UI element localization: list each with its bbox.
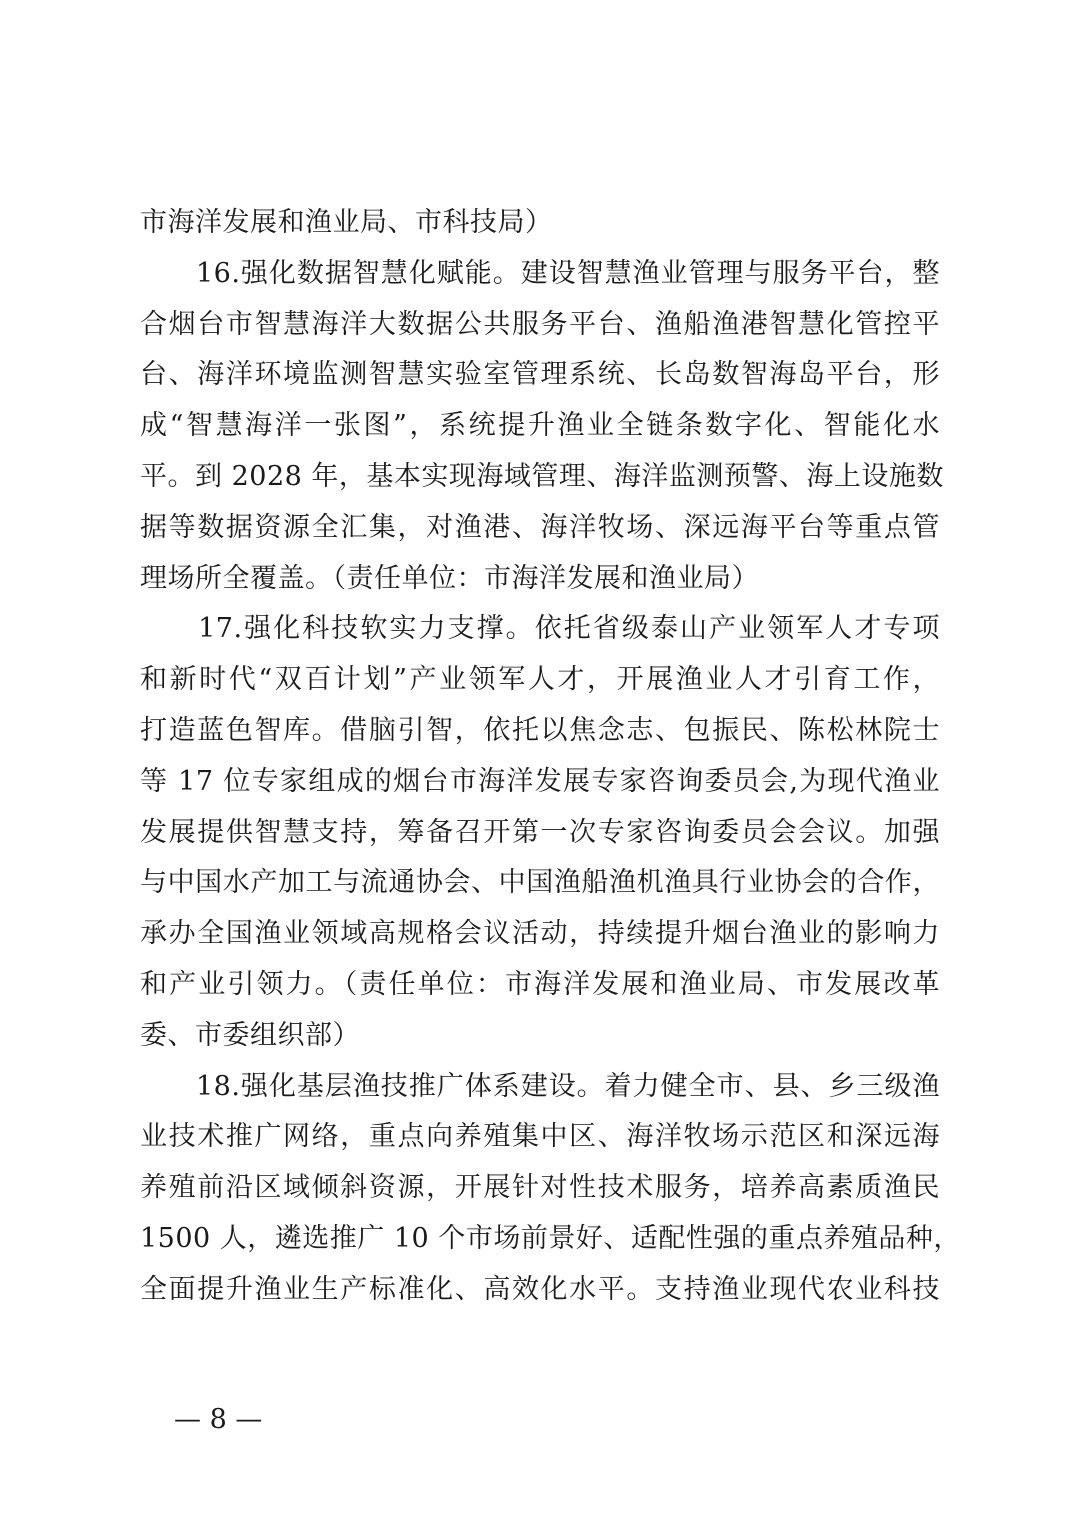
text-line: 台、海洋环境监测智慧实验室管理系统、长岛数智海岛平台，形 xyxy=(140,359,940,391)
text-line: 和产业引领力。（责任单位：市海洋发展和渔业局、市发展改革 xyxy=(140,968,940,1000)
text-line: 16.强化数据智慧化赋能。建设智慧渔业管理与服务平台，整 xyxy=(140,257,940,289)
text-line: 1500 人，遴选推广 10 个市场前景好、适配性强的重点养殖品种， xyxy=(140,1222,961,1254)
text-line: 理场所全覆盖。（责任单位：市海洋发展和渔业局） xyxy=(140,562,759,594)
text-line: 17.强化科技软实力支撑。依托省级泰山产业领军人才专项 xyxy=(140,613,940,645)
text-line: 发展提供智慧支持，筹备召开第一次专家咨询委员会会议。加强 xyxy=(140,816,940,848)
text-line: 合烟台市智慧海洋大数据公共服务平台、渔船渔港智慧化管控平 xyxy=(140,308,940,340)
page-number: — 8 — xyxy=(174,1404,263,1435)
text-line: 业技术推广网络，重点向养殖集中区、海洋牧场示范区和深远海 xyxy=(140,1121,940,1153)
text-line: 成“智慧海洋一张图”，系统提升渔业全链条数字化、智能化水 xyxy=(140,410,940,442)
body-text xyxy=(140,198,961,1316)
text-line: 养殖前沿区域倾斜资源，开展针对性技术服务，培养高素质渔民 xyxy=(140,1172,940,1204)
text-line: 委、市委组织部） xyxy=(140,1019,360,1051)
text-line: 平。到 2028 年，基本实现海域管理、海洋监测预警、海上设施数 xyxy=(140,460,944,492)
text-line: 18.强化基层渔技推广体系建设。着力健全市、县、乡三级渔 xyxy=(140,1070,940,1102)
text-line: 市海洋发展和渔业局、市科技局） xyxy=(140,207,553,238)
text-line: 据等数据资源全汇集，对渔港、海洋牧场、深远海平台等重点管 xyxy=(140,511,940,543)
text-line: 和新时代“双百计划”产业领军人才，开展渔业人才引育工作， xyxy=(140,664,940,696)
text-line: 承办全国渔业领域高规格会议活动，持续提升烟台渔业的影响力 xyxy=(140,918,940,950)
text-line: 打造蓝色智库。借脑引智，依托以焦念志、包振民、陈松林院士 xyxy=(140,714,940,746)
text-line: 等 17 位专家组成的烟台市海洋发展专家咨询委员会,为现代渔业 xyxy=(140,765,940,797)
text-line: 与中国水产加工与流通协会、中国渔船渔机渔具行业协会的合作， xyxy=(140,867,940,899)
text-line: 全面提升渔业生产标准化、高效化水平。支持渔业现代农业科技 xyxy=(140,1273,940,1305)
